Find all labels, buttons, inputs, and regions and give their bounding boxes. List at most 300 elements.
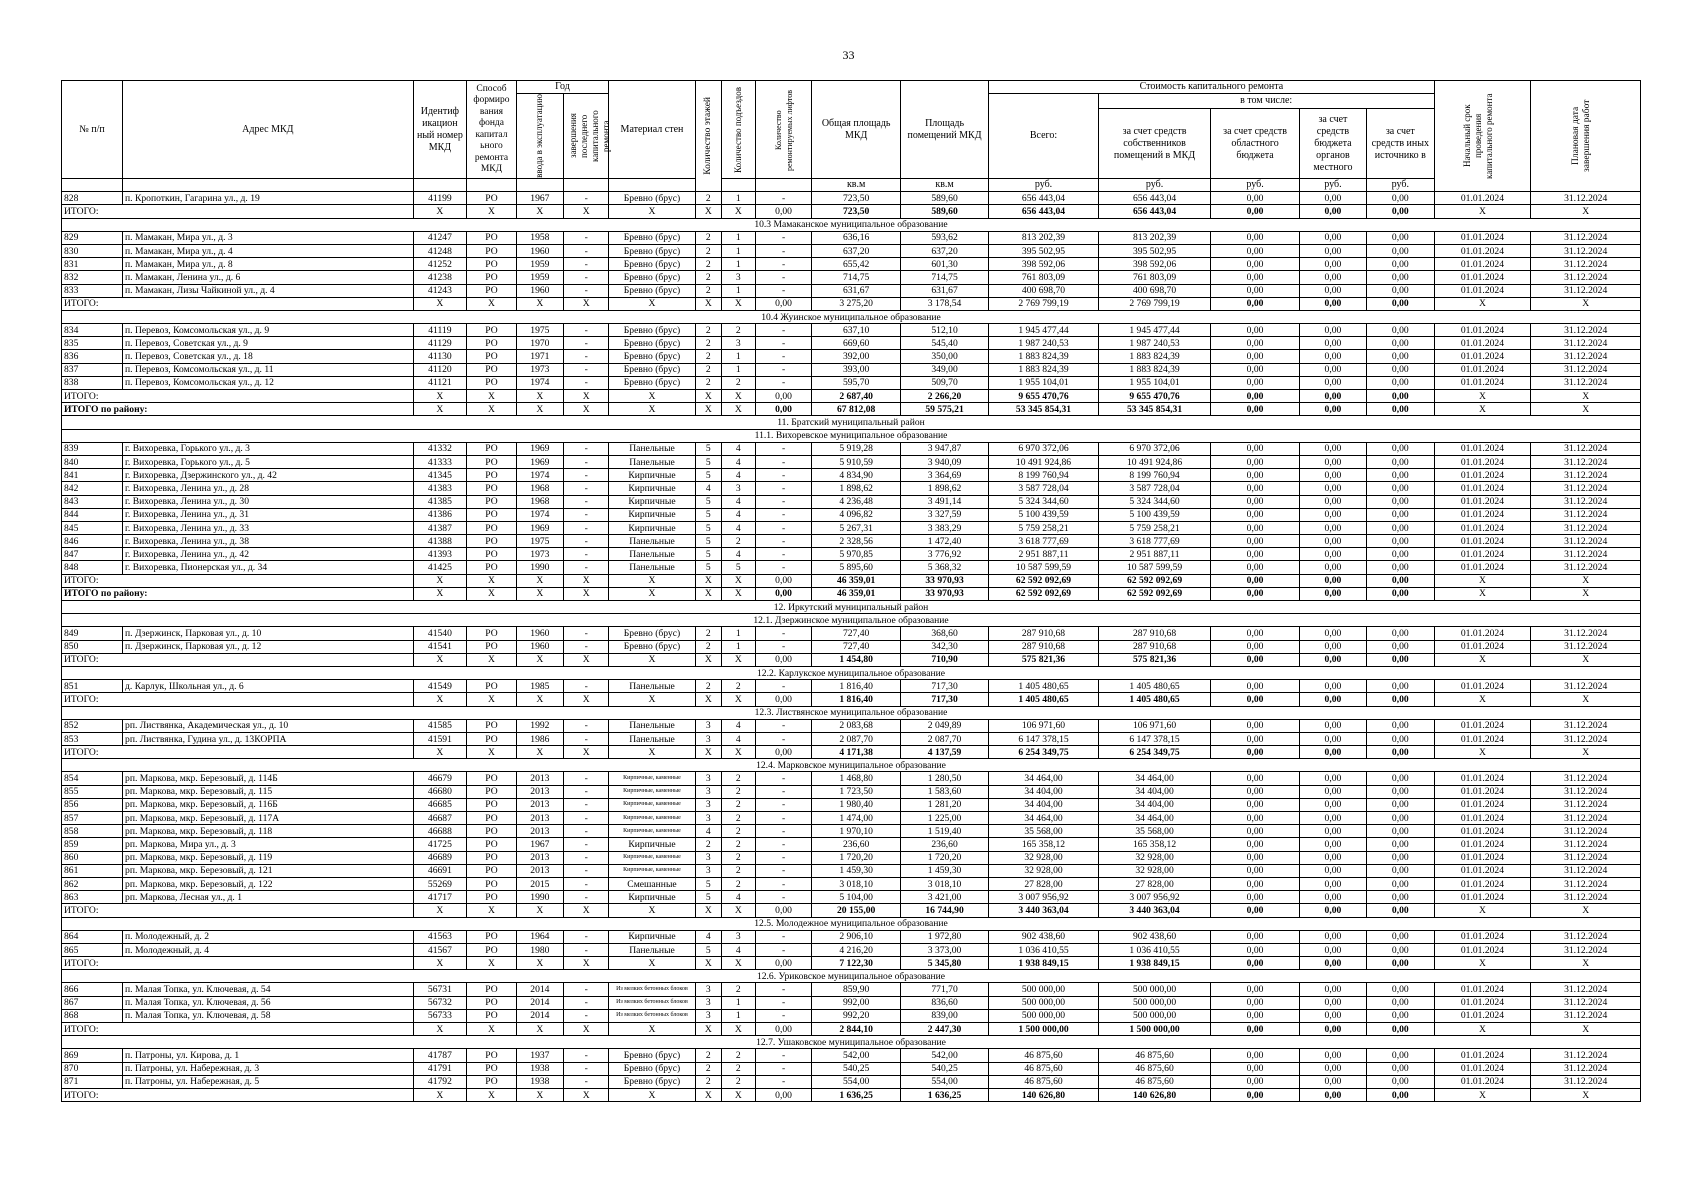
cell-year-repair: - <box>564 930 609 943</box>
cell-id: 46685 <box>413 798 467 811</box>
cell-year-commission: X <box>516 693 563 706</box>
cell-premises-area: 593,62 <box>900 231 988 244</box>
cell-entrances: 2 <box>721 535 755 548</box>
cell-floors: 2 <box>695 192 721 205</box>
cell-address: г. Вихоревка, Ленина ул., д. 28 <box>123 482 414 495</box>
cell-floors: X <box>695 1088 721 1101</box>
cell-cost-total: 6 147 378,15 <box>989 732 1098 745</box>
cell-method: РО <box>467 1049 516 1062</box>
cell-end: 31.12.2024 <box>1531 442 1641 455</box>
cell-entrances: X <box>721 297 755 310</box>
cell-id: 41791 <box>413 1062 467 1075</box>
cell-cost-other: 0,00 <box>1367 508 1434 521</box>
cell-num: 866 <box>62 983 123 996</box>
table-header <box>62 81 1641 192</box>
unit-empty-2 <box>123 179 414 192</box>
cell-lifts: - <box>755 231 812 244</box>
cell-cost-other: 0,00 <box>1367 390 1434 403</box>
cell-total-area: 723,50 <box>812 205 900 218</box>
cell-num: 862 <box>62 877 123 890</box>
cell-end: 31.12.2024 <box>1531 640 1641 653</box>
cell-num: 863 <box>62 891 123 904</box>
cell-year-commission: 2013 <box>516 864 563 877</box>
cell-total-area: 1 898,62 <box>812 482 900 495</box>
cell-year-commission: X <box>516 904 563 917</box>
cell-cost-region: 0,00 <box>1211 495 1299 508</box>
cell-year-repair: - <box>564 891 609 904</box>
cell-end: 31.12.2024 <box>1531 548 1641 561</box>
cell-start: 01.01.2024 <box>1434 732 1531 745</box>
cell-cost-other: 0,00 <box>1367 495 1434 508</box>
cell-year-repair: X <box>564 1023 609 1036</box>
cell-cost-other: 0,00 <box>1367 1049 1434 1062</box>
cell-premises-area: 601,30 <box>900 258 988 271</box>
cell-floors: X <box>695 693 721 706</box>
table-row <box>62 943 1641 956</box>
cell-premises-area: 350,00 <box>900 350 988 363</box>
cell-premises-area: 3 018,10 <box>900 877 988 890</box>
cell-method: РО <box>467 521 516 534</box>
cell-floors: 5 <box>695 943 721 956</box>
cell-entrances: 2 <box>721 877 755 890</box>
table-row <box>62 284 1641 297</box>
unit-total-area: кв.м <box>812 179 900 192</box>
cell-year-repair: - <box>564 996 609 1009</box>
cell-num: 834 <box>62 324 123 337</box>
col-cost-total: Всего: <box>989 94 1098 179</box>
cell-walls: Кирпичные <box>609 838 695 851</box>
cell-walls: Панельные <box>609 680 695 693</box>
cell-premises-area: 368,60 <box>900 627 988 640</box>
cell-cost-owners: 400 698,70 <box>1098 284 1211 297</box>
cell-cost-local: 0,00 <box>1299 877 1366 890</box>
cell-premises-area: 236,60 <box>900 838 988 851</box>
cell-walls: Из мелких бетонных блоков <box>609 983 695 996</box>
cell-cost-region: 0,00 <box>1211 442 1299 455</box>
cell-num: 854 <box>62 772 123 785</box>
cell-address: г. Вихоревка, Ленина ул., д. 30 <box>123 495 414 508</box>
cell-cost-local: 0,00 <box>1299 627 1366 640</box>
cell-year-repair: - <box>564 521 609 534</box>
cell-cost-total: 46 875,60 <box>989 1075 1098 1088</box>
cell-cost-total: 106 971,60 <box>989 719 1098 732</box>
cell-cost-other: 0,00 <box>1367 851 1434 864</box>
col-walls: Материал стен <box>609 81 695 179</box>
cell-start: X <box>1434 587 1531 600</box>
cell-address: п. Патроны, ул. Кирова, д. 1 <box>123 1049 414 1062</box>
cell-lifts: 0,00 <box>755 574 812 587</box>
cell-method: X <box>467 390 516 403</box>
cell-method: X <box>467 574 516 587</box>
cell-year-repair: - <box>564 363 609 376</box>
cell-method: РО <box>467 627 516 640</box>
cell-year-commission: 2014 <box>516 996 563 1009</box>
cell-year-repair: - <box>564 192 609 205</box>
cell-walls: Панельные <box>609 442 695 455</box>
cell-cost-local: 0,00 <box>1299 403 1366 416</box>
cell-cost-other: 0,00 <box>1367 838 1434 851</box>
cell-cost-owners: 9 655 470,76 <box>1098 390 1211 403</box>
col-year-commission-label: ввода в эксплуатацию <box>534 94 545 179</box>
cell-lifts: - <box>755 1075 812 1088</box>
cell-walls: Кирпичные, каменные <box>609 825 695 838</box>
cell-cost-region: 0,00 <box>1211 535 1299 548</box>
section-row <box>62 614 1641 627</box>
cell-cost-total: 3 587 728,04 <box>989 482 1098 495</box>
cell-end: 31.12.2024 <box>1531 680 1641 693</box>
cell-cost-local: 0,00 <box>1299 640 1366 653</box>
cell-cost-local: 0,00 <box>1299 1075 1366 1088</box>
cell-end: X <box>1531 746 1641 759</box>
cell-start: 01.01.2024 <box>1434 192 1531 205</box>
cell-walls: X <box>609 205 695 218</box>
cell-cost-region: 0,00 <box>1211 284 1299 297</box>
cell-end: 31.12.2024 <box>1531 324 1641 337</box>
cell-method: X <box>467 1088 516 1101</box>
cell-method: X <box>467 746 516 759</box>
cell-premises-area: 836,60 <box>900 996 988 1009</box>
total-label: ИТОГО: <box>62 1088 414 1101</box>
cell-cost-region: 0,00 <box>1211 653 1299 666</box>
cell-num: 856 <box>62 798 123 811</box>
cell-cost-owners: 656 443,04 <box>1098 205 1211 218</box>
cell-floors: X <box>695 653 721 666</box>
cell-cost-other: 0,00 <box>1367 535 1434 548</box>
cell-year-commission: 2013 <box>516 785 563 798</box>
cell-cost-other: 0,00 <box>1367 403 1434 416</box>
col-end <box>1531 81 1641 192</box>
cell-lifts: 0,00 <box>755 653 812 666</box>
cell-year-commission: 1938 <box>516 1062 563 1075</box>
cell-cost-total: 2 951 887,11 <box>989 548 1098 561</box>
section-title: 10.4 Жуинское муниципальное образование <box>62 310 1641 323</box>
cell-start: 01.01.2024 <box>1434 785 1531 798</box>
cell-lifts: - <box>755 561 812 574</box>
cell-num: 869 <box>62 1049 123 1062</box>
cell-cost-region: 0,00 <box>1211 350 1299 363</box>
cell-walls: Бревно (брус) <box>609 337 695 350</box>
cell-cost-local: 0,00 <box>1299 943 1366 956</box>
cell-year-repair: X <box>564 653 609 666</box>
cell-id: X <box>413 587 467 600</box>
cell-id: 41541 <box>413 640 467 653</box>
cell-end: 31.12.2024 <box>1531 838 1641 851</box>
cell-walls: Бревно (брус) <box>609 1062 695 1075</box>
cell-walls: Бревно (брус) <box>609 350 695 363</box>
cell-total-area: 631,67 <box>812 284 900 297</box>
table-row <box>62 376 1641 389</box>
cell-cost-other: 0,00 <box>1367 284 1434 297</box>
cell-walls: Бревно (брус) <box>609 1075 695 1088</box>
cell-start: 01.01.2024 <box>1434 943 1531 956</box>
cell-walls: Бревно (брус) <box>609 192 695 205</box>
cell-cost-owners: 902 438,60 <box>1098 930 1211 943</box>
cell-total-area: 1 970,10 <box>812 825 900 838</box>
cell-start: X <box>1434 653 1531 666</box>
cell-entrances: 2 <box>721 838 755 851</box>
cell-cost-region: 0,00 <box>1211 376 1299 389</box>
total-label: ИТОГО: <box>62 957 414 970</box>
cell-cost-other: 0,00 <box>1367 205 1434 218</box>
cell-method: РО <box>467 838 516 851</box>
cell-total-area: 46 359,01 <box>812 587 900 600</box>
cell-cost-region: 0,00 <box>1211 891 1299 904</box>
table-row <box>62 258 1641 271</box>
cell-lifts: - <box>755 627 812 640</box>
cell-lifts: - <box>755 363 812 376</box>
cell-method: X <box>467 587 516 600</box>
cell-cost-total: 5 100 439,59 <box>989 508 1098 521</box>
cell-end: 31.12.2024 <box>1531 482 1641 495</box>
cell-address: п. Мамакан, Лизы Чайкиной ул., д. 4 <box>123 284 414 297</box>
cell-total-area: 540,25 <box>812 1062 900 1075</box>
cell-address: рп. Маркова, мкр. Березовый, д. 121 <box>123 864 414 877</box>
cell-entrances: 1 <box>721 350 755 363</box>
cell-total-area: 2 328,56 <box>812 535 900 548</box>
cell-id: 41121 <box>413 376 467 389</box>
cell-floors: 4 <box>695 482 721 495</box>
cell-entrances: 1 <box>721 258 755 271</box>
cell-entrances: 3 <box>721 930 755 943</box>
cell-cost-owners: 1 938 849,15 <box>1098 957 1211 970</box>
cell-premises-area: 1 720,20 <box>900 851 988 864</box>
cell-lifts: 0,00 <box>755 693 812 706</box>
cell-cost-total: 1 883 824,39 <box>989 363 1098 376</box>
cell-premises-area: 2 447,30 <box>900 1023 988 1036</box>
cell-year-commission: X <box>516 653 563 666</box>
cell-id: 41388 <box>413 535 467 548</box>
cell-method: РО <box>467 719 516 732</box>
cell-year-repair: - <box>564 1049 609 1062</box>
cell-method: X <box>467 904 516 917</box>
cell-id: 46687 <box>413 812 467 825</box>
cell-premises-area: 3 947,87 <box>900 442 988 455</box>
cell-id: X <box>413 1023 467 1036</box>
cell-floors: 2 <box>695 284 721 297</box>
cell-year-repair: - <box>564 561 609 574</box>
cell-cost-local: 0,00 <box>1299 1049 1366 1062</box>
cell-id: 46688 <box>413 825 467 838</box>
cell-method: РО <box>467 996 516 1009</box>
cell-id: 56732 <box>413 996 467 1009</box>
cell-method: РО <box>467 324 516 337</box>
cell-cost-total: 32 928,00 <box>989 864 1098 877</box>
section-title: 12.6. Уриковское муниципальное образование <box>62 970 1641 983</box>
cell-lifts: - <box>755 864 812 877</box>
cell-total-area: 5 104,00 <box>812 891 900 904</box>
cell-cost-other: 0,00 <box>1367 983 1434 996</box>
cell-floors: 2 <box>695 627 721 640</box>
cell-num: 828 <box>62 192 123 205</box>
cell-floors: 4 <box>695 825 721 838</box>
cell-end: 31.12.2024 <box>1531 943 1641 956</box>
cell-cost-other: 0,00 <box>1367 653 1434 666</box>
cell-cost-total: 6 970 372,06 <box>989 442 1098 455</box>
cell-id: X <box>413 693 467 706</box>
cell-address: рп. Листвянка, Академическая ул., д. 10 <box>123 719 414 732</box>
cell-end: 31.12.2024 <box>1531 561 1641 574</box>
cell-cost-local: 0,00 <box>1299 192 1366 205</box>
cell-premises-area: 2 049,89 <box>900 719 988 732</box>
cell-lifts: 0,00 <box>755 1088 812 1101</box>
cell-cost-local: 0,00 <box>1299 719 1366 732</box>
cell-num: 841 <box>62 469 123 482</box>
table-row <box>62 455 1641 468</box>
cell-total-area: 992,00 <box>812 996 900 1009</box>
cell-total-area: 1 454,80 <box>812 653 900 666</box>
cell-id: 41717 <box>413 891 467 904</box>
table-row <box>62 851 1641 864</box>
cell-address: п. Перевоз, Советская ул., д. 9 <box>123 337 414 350</box>
cell-year-repair: - <box>564 864 609 877</box>
section-row <box>62 970 1641 983</box>
cell-method: РО <box>467 1075 516 1088</box>
cell-floors: 3 <box>695 1009 721 1022</box>
cell-cost-total: 3 618 777,69 <box>989 535 1098 548</box>
cell-year-commission: 1960 <box>516 640 563 653</box>
col-id: Идентиф икацион ный номер МКД <box>413 81 467 179</box>
cell-cost-total: 32 928,00 <box>989 851 1098 864</box>
cell-walls: Кирпичные <box>609 891 695 904</box>
cell-lifts: - <box>755 1049 812 1062</box>
cell-year-repair: X <box>564 297 609 310</box>
cell-cost-total: 761 803,09 <box>989 271 1098 284</box>
cell-year-commission: 1968 <box>516 482 563 495</box>
cell-entrances: 2 <box>721 1049 755 1062</box>
page-number: 33 <box>842 48 855 62</box>
cell-cost-region: 0,00 <box>1211 244 1299 257</box>
cell-premises-area: 1 472,40 <box>900 535 988 548</box>
cell-cost-total: 10 587 599,59 <box>989 561 1098 574</box>
cell-method: РО <box>467 231 516 244</box>
cell-cost-local: 0,00 <box>1299 838 1366 851</box>
cell-cost-owners: 34 404,00 <box>1098 798 1211 811</box>
cell-premises-area: 342,30 <box>900 640 988 653</box>
cell-cost-local: 0,00 <box>1299 1062 1366 1075</box>
cell-address: рп. Маркова, мкр. Березовый, д. 118 <box>123 825 414 838</box>
cell-walls: X <box>609 1088 695 1101</box>
cell-start: 01.01.2024 <box>1434 482 1531 495</box>
cell-cost-owners: 500 000,00 <box>1098 1009 1211 1022</box>
cell-cost-total: 1 500 000,00 <box>989 1023 1098 1036</box>
table-row <box>62 877 1641 890</box>
cell-num: 846 <box>62 535 123 548</box>
cell-cost-owners: 34 404,00 <box>1098 785 1211 798</box>
cell-floors: 3 <box>695 851 721 864</box>
cell-year-repair: - <box>564 785 609 798</box>
cell-cost-other: 0,00 <box>1367 350 1434 363</box>
cell-cost-total: 140 626,80 <box>989 1088 1098 1101</box>
cell-walls: Панельные <box>609 943 695 956</box>
cell-lifts: - <box>755 1062 812 1075</box>
cell-year-commission: X <box>516 574 563 587</box>
cell-entrances: 1 <box>721 192 755 205</box>
cell-premises-area: 542,00 <box>900 1049 988 1062</box>
cell-walls: Бревно (брус) <box>609 376 695 389</box>
cell-walls: Бревно (брус) <box>609 284 695 297</box>
cell-cost-owners: 6 254 349,75 <box>1098 746 1211 759</box>
cell-premises-area: 554,00 <box>900 1075 988 1088</box>
cell-floors: 2 <box>695 376 721 389</box>
cell-premises-area: 33 970,93 <box>900 587 988 600</box>
cell-start: 01.01.2024 <box>1434 983 1531 996</box>
cell-num: 844 <box>62 508 123 521</box>
cell-cost-local: 0,00 <box>1299 587 1366 600</box>
cell-floors: 3 <box>695 785 721 798</box>
cell-cost-owners: 6 147 378,15 <box>1098 732 1211 745</box>
cell-end: X <box>1531 205 1641 218</box>
cell-total-area: 637,10 <box>812 324 900 337</box>
cell-lifts: - <box>755 680 812 693</box>
cell-total-area: 4 236,48 <box>812 495 900 508</box>
cell-walls: X <box>609 587 695 600</box>
cell-method: РО <box>467 244 516 257</box>
cell-entrances: 2 <box>721 983 755 996</box>
cell-address: г. Вихоревка, Горького ул., д. 3 <box>123 442 414 455</box>
cell-method: X <box>467 693 516 706</box>
cell-premises-area: 2 087,70 <box>900 732 988 745</box>
table-row <box>62 719 1641 732</box>
unit-empty-5 <box>516 179 563 192</box>
cell-start: 01.01.2024 <box>1434 930 1531 943</box>
total-label: ИТОГО: <box>62 904 414 917</box>
cell-premises-area: 5 368,32 <box>900 561 988 574</box>
cell-cost-total: 500 000,00 <box>989 983 1098 996</box>
cell-entrances: 2 <box>721 324 755 337</box>
cell-method: РО <box>467 337 516 350</box>
cell-year-commission: 1970 <box>516 337 563 350</box>
cell-year-repair: - <box>564 337 609 350</box>
cell-year-commission: X <box>516 297 563 310</box>
cell-address: п. Патроны, ул. Набережная, д. 3 <box>123 1062 414 1075</box>
cell-floors: 2 <box>695 1062 721 1075</box>
cell-cost-other: 0,00 <box>1367 297 1434 310</box>
cell-cost-local: 0,00 <box>1299 891 1366 904</box>
cell-year-commission: 1964 <box>516 930 563 943</box>
cell-start: X <box>1434 1023 1531 1036</box>
cell-id: X <box>413 653 467 666</box>
subtotal-row <box>62 904 1641 917</box>
cell-cost-total: 813 202,39 <box>989 231 1098 244</box>
cell-entrances: 4 <box>721 455 755 468</box>
cell-premises-area: 540,25 <box>900 1062 988 1075</box>
cell-cost-total: 1 955 104,01 <box>989 376 1098 389</box>
table-row <box>62 680 1641 693</box>
cell-method: РО <box>467 482 516 495</box>
cell-lifts: - <box>755 838 812 851</box>
col-floors-label: Количество этажей <box>702 97 713 175</box>
cell-end: 31.12.2024 <box>1531 337 1641 350</box>
section-title: 12.5. Молодежное муниципальное образование <box>62 917 1641 930</box>
cell-cost-other: 0,00 <box>1367 1009 1434 1022</box>
cell-cost-owners: 575 821,36 <box>1098 653 1211 666</box>
cell-walls: Кирпичные <box>609 521 695 534</box>
cell-lifts: - <box>755 324 812 337</box>
cell-total-area: 1 468,80 <box>812 772 900 785</box>
cell-cost-local: 0,00 <box>1299 851 1366 864</box>
cell-cost-local: 0,00 <box>1299 231 1366 244</box>
cell-cost-total: 165 358,12 <box>989 838 1098 851</box>
cell-cost-other: 0,00 <box>1367 785 1434 798</box>
cell-lifts: - <box>755 508 812 521</box>
cell-total-area: 1 474,00 <box>812 812 900 825</box>
cell-address: рп. Маркова, Мира ул., д. 3 <box>123 838 414 851</box>
cell-total-area: 7 122,30 <box>812 957 900 970</box>
cell-method: X <box>467 297 516 310</box>
cell-num: 845 <box>62 521 123 534</box>
table-row <box>62 1009 1641 1022</box>
cell-floors: 2 <box>695 231 721 244</box>
